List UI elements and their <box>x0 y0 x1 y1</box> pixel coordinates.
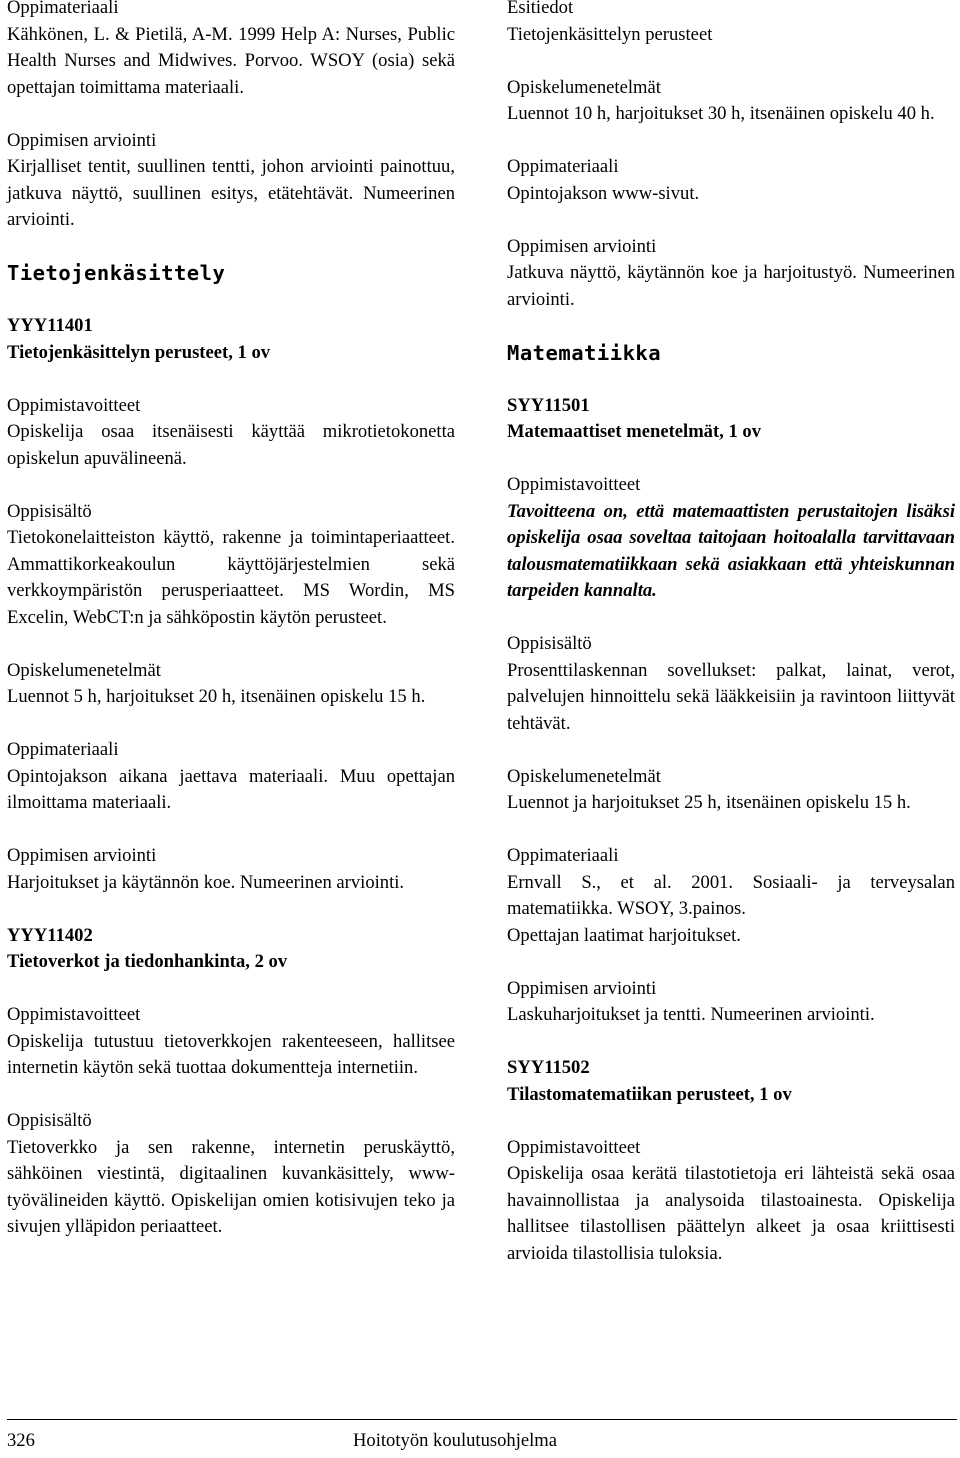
assessment-label: Oppimisen arviointi <box>7 845 157 866</box>
assessment-label: Oppimisen arviointi <box>7 129 157 151</box>
material-label: Oppimateriaali <box>507 156 619 177</box>
material-text: Kähkönen, L. & Pietilä, A-M. 1999 Help A: Nurses, Public Health Nurses and Midwives. Porvoo. WSOY (osia) sekä opettajan toimittama materiaali. <box>7 23 455 98</box>
course-code: SYY11501 <box>507 394 590 416</box>
goals-label: Oppimistavoitteet <box>507 474 641 495</box>
assessment-text: Kirjalliset tentit, suullinen tentti, johon arviointi painottuu, jatkuva näyttö, suullinen esitys, etätehtävät. Numeerinen arviointi. <box>7 156 455 230</box>
content-label: Oppisisältö <box>7 1110 92 1131</box>
prerequisites-text: Tietojenkäsittelyn perusteet <box>507 23 713 45</box>
content-text: Tietoverkko ja sen rakenne, internetin peruskäyttö, sähköinen viestintä, digitaalinen kuvankäsittely, www-työvälineiden käyttö. Opiskelijan omien kotisivujen teko ja sivujen ylläpidon periaatteet. <box>7 1136 455 1237</box>
footer-divider <box>7 1419 957 1420</box>
assessment-text: Harjoitukset ja käytännön koe. Numeerinen arviointi. <box>7 871 405 893</box>
section-title-tietojenkasittely: Tietojenkäsittely <box>7 261 226 285</box>
material-text: Opintojakson www-sivut. <box>507 182 700 204</box>
material-label: Oppimateriaali <box>7 0 119 18</box>
section-title-matematiikka: Matematiikka <box>507 340 662 365</box>
course-title: Tilastomatematiikan perusteet, 1 ov <box>507 1083 792 1105</box>
material-text: Opintojakson aikana jaettava materiaali. Muu opettajan ilmoittama materiaali. <box>7 765 455 813</box>
goals-text: Opiskelija tutustuu tietoverkkojen rakenteeseen, hallitsee internetin käytön sekä tuottaa dokumentteja internetiin. <box>7 1030 455 1078</box>
course-code: YYY11402 <box>7 924 93 946</box>
material-text: Ernvall S., et al. 2001. Sosiaali- ja terveysalan matematiikka. WSOY, 3.painos. <box>507 871 955 919</box>
goals-text: Opiskelija osaa itsenäisesti käyttää mikrotietokonetta opiskelun apuvälineenä. <box>7 421 455 469</box>
document-title: Hoitotyön koulutusohjelma <box>353 1430 558 1451</box>
content-label: Oppisisältö <box>507 633 592 654</box>
course-code: YYY11401 <box>7 315 93 336</box>
course-title: Tietojenkäsittelyn perusteet, 1 ov <box>7 341 271 363</box>
goals-label: Oppimistavoitteet <box>7 1004 141 1025</box>
methods-text: Luennot 10 h, harjoitukset 30 h, itsenäinen opiskelu 40 h. <box>507 103 935 124</box>
content-label: Oppisisältö <box>7 500 92 522</box>
right-column <box>507 0 955 1267</box>
content-text: Prosenttilaskennan sovellukset: palkat, lainat, verot, palvelujen hinnoittelu sekä lääkkeisiin ja ravintoon liittyvät tehtävät. <box>507 659 955 734</box>
assessment-text: Jatkuva näyttö, käytännön koe ja harjoitustyö. Numeerinen arviointi. <box>507 262 955 310</box>
material-text-2: Opettajan laatimat harjoitukset. <box>507 924 741 946</box>
methods-text: Luennot ja harjoitukset 25 h, itsenäinen opiskelu 15 h. <box>507 792 911 813</box>
goals-text: Tavoitteena on, että matemaattisten perustaitojen lisäksi opiskelija osaa soveltaa taitojaan hoitoalalla tarvittavaan talousmatematiikkaan sekä asiakkaan että yhteiskunnan tarpeiden kannalta. <box>507 500 955 601</box>
left-column <box>7 0 455 1241</box>
methods-label: Opiskelumenetelmät <box>507 76 661 98</box>
course-title: Matemaattiset menetelmät, 1 ov <box>507 421 762 442</box>
goals-label: Oppimistavoitteet <box>507 1136 641 1158</box>
assessment-label: Oppimisen arviointi <box>507 235 657 257</box>
prerequisites-label: Esitiedot <box>507 0 574 18</box>
assessment-label: Oppimisen arviointi <box>507 977 657 999</box>
goals-text: Opiskelija osaa kerätä tilastotietoja eri lähteistä sekä osaa havainnollistaa ja analysoida tilastoainesta. Opiskelija hallitsee tilastollisen päättelyn alkeet ja osaa kriittisesti arvioida tilastollisia tuloksia. <box>507 1163 955 1264</box>
methods-label: Opiskelumenetelmät <box>507 765 661 787</box>
content-text: Tietokonelaitteiston käyttö, rakenne ja toimintaperiaatteet. Ammattikorkeakoulun käyttöjärjestelmien sekä verkkoympäristön perusperiaatteet. MS Wordin, MS Excelin, WebCT:n ja sähköpostin käytön perusteet. <box>7 527 455 628</box>
material-label: Oppimateriaali <box>7 739 119 760</box>
page-number: 326 <box>7 1430 35 1451</box>
course-title: Tietoverkot ja tiedonhankinta, 2 ov <box>7 951 288 972</box>
material-label: Oppimateriaali <box>507 845 619 866</box>
methods-label: Opiskelumenetelmät <box>7 659 161 681</box>
methods-text: Luennot 5 h, harjoitukset 20 h, itsenäinen opiskelu 15 h. <box>7 686 426 707</box>
assessment-text: Laskuharjoitukset ja tentti. Numeerinen arviointi. <box>507 1004 875 1025</box>
goals-label: Oppimistavoitteet <box>7 394 141 416</box>
course-code: SYY11502 <box>507 1057 590 1078</box>
